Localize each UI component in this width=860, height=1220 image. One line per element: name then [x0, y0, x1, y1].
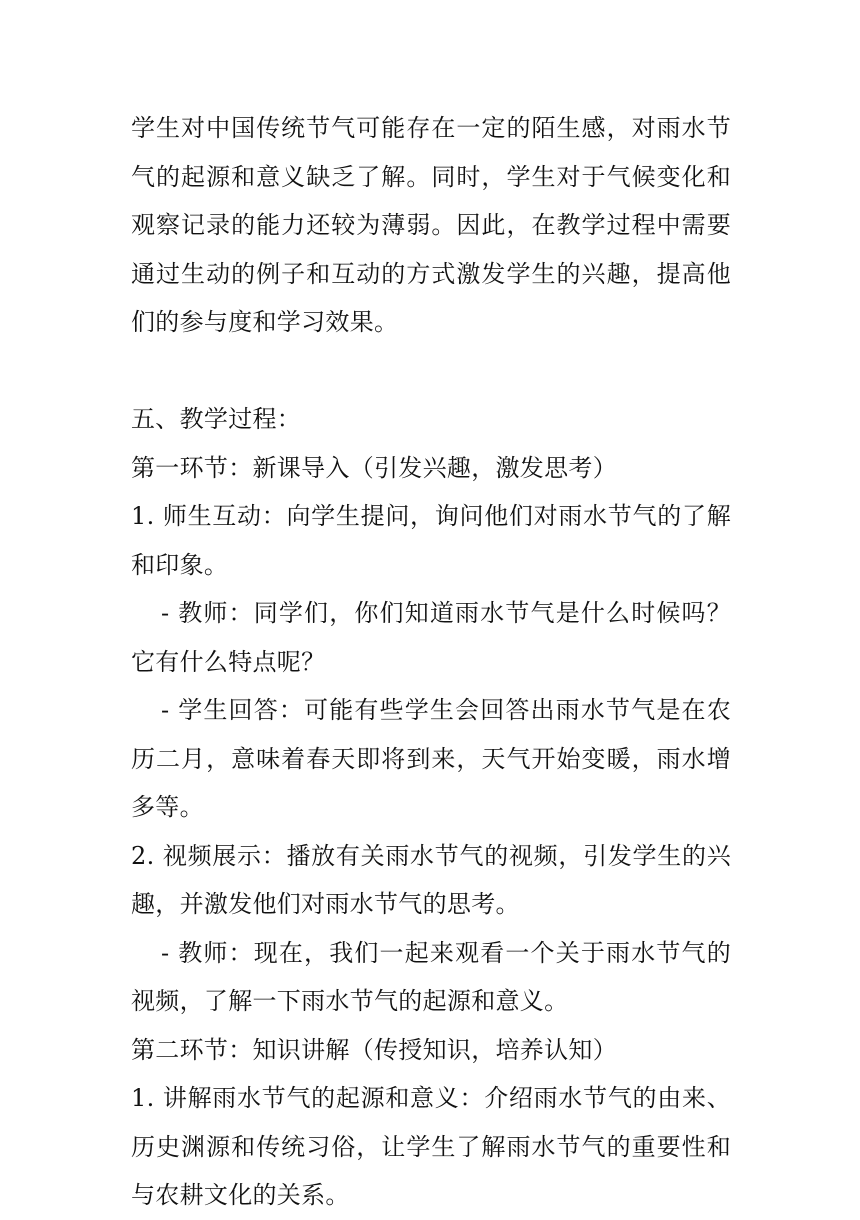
- document-body: [131, 104, 731, 1220]
- dialogue-teacher-video-intro: - 教师：现在，我们一起来观看一个关于雨水节气的视频，了解一下雨水节气的起源和意义。: [131, 938, 731, 1015]
- step-heading-new-lesson-intro: 第一环节：新课导入（引发兴趣，激发思考）: [131, 453, 617, 482]
- learner-analysis-paragraph: 学生对中国传统节气可能存在一定的陌生感，对雨水节气的起源和意义缺乏了解。同时，学生对于气候变化和观察记录的能力还较为薄弱。因此，在教学过程中需要通过生动的例子和互动的方式激发学生的兴趣，提高他们的参与度和学习效果。: [131, 114, 731, 336]
- section-heading-teaching-process: 五、教学过程：: [131, 405, 302, 433]
- list-item-origin-meaning: 1. 讲解雨水节气的起源和意义：介绍雨水节气的由来、历史渊源和传统习俗，让学生了解雨水节气的重要性和与农耕文化的关系。: [131, 1084, 731, 1209]
- list-item-video-display: 2. 视频展示：播放有关雨水节气的视频，引发学生的兴趣，并激发他们对雨水节气的思考。: [131, 841, 731, 918]
- paragraph-spacer: [131, 347, 731, 396]
- list-item-teacher-student-interaction: 1. 师生互动：向学生提问，询问他们对雨水节气的了解和印象。: [131, 502, 731, 579]
- dialogue-teacher-question: - 教师：同学们，你们知道雨水节气是什么时候吗？它有什么特点呢？: [131, 599, 731, 676]
- step-heading-knowledge-explanation: 第二环节：知识讲解（传授知识，培养认知）: [131, 1035, 617, 1064]
- dialogue-student-answer: - 学生回答：可能有些学生会回答出雨水节气是在农历二月，意味着春天即将到来，天气开始变暖，雨水增多等。: [131, 696, 731, 821]
